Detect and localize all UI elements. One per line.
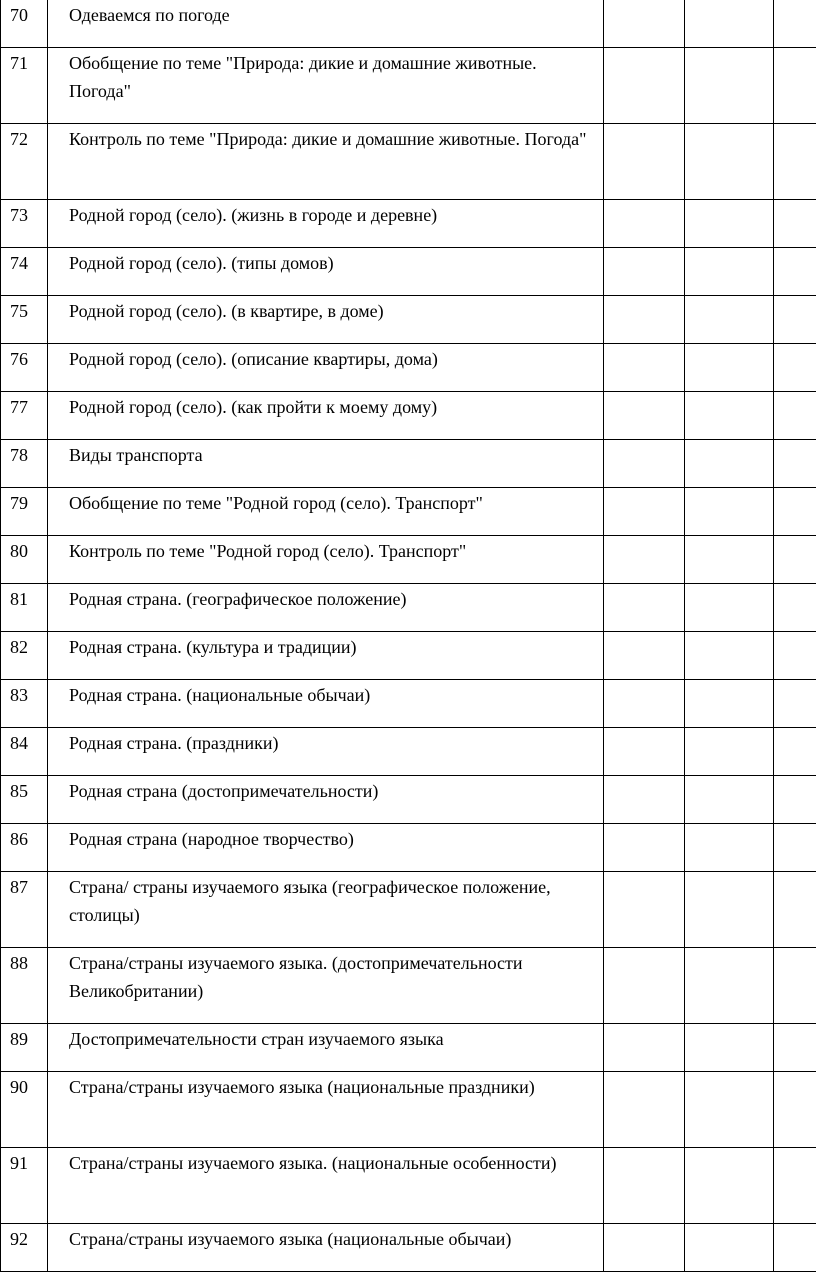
empty-cell <box>685 1072 774 1148</box>
empty-cell <box>685 536 774 584</box>
table-row <box>1 0 816 48</box>
table-row <box>1 536 816 584</box>
lesson-number: 92 <box>1 1224 48 1272</box>
empty-cell <box>685 584 774 632</box>
empty-cell <box>604 1148 685 1224</box>
lesson-number: 89 <box>1 1024 48 1072</box>
empty-cell <box>604 776 685 824</box>
empty-cell <box>604 200 685 248</box>
empty-cell <box>685 728 774 776</box>
lesson-number: 71 <box>1 48 48 124</box>
empty-cell <box>774 1072 816 1148</box>
lesson-number: 76 <box>1 344 48 392</box>
empty-cell <box>774 488 816 536</box>
lesson-topic: Страна/страны изучаемого языка (национальные праздники) <box>48 1072 604 1148</box>
empty-cell <box>604 536 685 584</box>
lesson-number: 84 <box>1 728 48 776</box>
empty-cell <box>604 0 685 48</box>
empty-cell <box>685 824 774 872</box>
lesson-number: 80 <box>1 536 48 584</box>
table-row <box>1 248 816 296</box>
lesson-number: 82 <box>1 632 48 680</box>
empty-cell <box>604 1224 685 1272</box>
empty-cell <box>685 248 774 296</box>
empty-cell <box>774 632 816 680</box>
table-row <box>1 296 816 344</box>
table-row <box>1 392 816 440</box>
empty-cell <box>604 584 685 632</box>
empty-cell <box>604 948 685 1024</box>
lesson-topic: Контроль по теме "Родной город (село). Транспорт" <box>48 536 604 584</box>
lesson-topic: Страна/страны изучаемого языка. (достопримечательности Великобритании) <box>48 948 604 1024</box>
table-row <box>1 948 816 1024</box>
lesson-topic: Обобщение по теме "Природа: дикие и домашние животные. Погода" <box>48 48 604 124</box>
empty-cell <box>685 0 774 48</box>
empty-cell <box>604 632 685 680</box>
empty-cell <box>685 632 774 680</box>
empty-cell <box>685 680 774 728</box>
lesson-topic: Родная страна. (культура и традиции) <box>48 632 604 680</box>
lesson-number: 85 <box>1 776 48 824</box>
empty-cell <box>604 440 685 488</box>
lesson-topic: Родная страна (народное творчество) <box>48 824 604 872</box>
empty-cell <box>774 392 816 440</box>
lesson-topic: Родной город (село). (описание квартиры, дома) <box>48 344 604 392</box>
empty-cell <box>685 776 774 824</box>
empty-cell <box>685 344 774 392</box>
empty-cell <box>774 948 816 1024</box>
empty-cell <box>774 824 816 872</box>
table-row <box>1 48 816 124</box>
lesson-number: 83 <box>1 680 48 728</box>
empty-cell <box>685 48 774 124</box>
lesson-topic: Одеваемся по погоде <box>48 0 604 48</box>
table-row <box>1 872 816 948</box>
empty-cell <box>685 124 774 200</box>
empty-cell <box>685 200 774 248</box>
lesson-number: 74 <box>1 248 48 296</box>
table-row <box>1 680 816 728</box>
empty-cell <box>685 1024 774 1072</box>
lesson-number: 79 <box>1 488 48 536</box>
lesson-number: 70 <box>1 0 48 48</box>
empty-cell <box>604 824 685 872</box>
empty-cell <box>774 344 816 392</box>
empty-cell <box>774 48 816 124</box>
empty-cell <box>774 1224 816 1272</box>
empty-cell <box>685 872 774 948</box>
empty-cell <box>774 680 816 728</box>
empty-cell <box>685 392 774 440</box>
empty-cell <box>774 200 816 248</box>
empty-cell <box>604 392 685 440</box>
lesson-number: 72 <box>1 124 48 200</box>
table-row <box>1 1072 816 1148</box>
empty-cell <box>774 124 816 200</box>
lesson-number: 90 <box>1 1072 48 1148</box>
empty-cell <box>604 488 685 536</box>
lesson-topic: Страна/ страны изучаемого языка (географическое положение, столицы) <box>48 872 604 948</box>
table-row <box>1 776 816 824</box>
empty-cell <box>604 728 685 776</box>
empty-cell <box>685 440 774 488</box>
empty-cell <box>685 1224 774 1272</box>
empty-cell <box>774 584 816 632</box>
lesson-topic: Родная страна. (праздники) <box>48 728 604 776</box>
lesson-number: 75 <box>1 296 48 344</box>
lesson-topic: Родная страна. (национальные обычаи) <box>48 680 604 728</box>
empty-cell <box>774 728 816 776</box>
table-row <box>1 632 816 680</box>
table-row <box>1 728 816 776</box>
empty-cell <box>774 0 816 48</box>
table-row <box>1 488 816 536</box>
lesson-number: 86 <box>1 824 48 872</box>
lesson-topic: Родная страна. (географическое положение) <box>48 584 604 632</box>
lesson-number: 78 <box>1 440 48 488</box>
empty-cell <box>774 1148 816 1224</box>
empty-cell <box>774 248 816 296</box>
lesson-topic: Страна/страны изучаемого языка. (национальные особенности) <box>48 1148 604 1224</box>
lesson-topic: Родной город (село). (жизнь в городе и деревне) <box>48 200 604 248</box>
table-row <box>1 124 816 200</box>
lesson-topic: Контроль по теме "Природа: дикие и домашние животные. Погода" <box>48 124 604 200</box>
empty-cell <box>685 948 774 1024</box>
table-row <box>1 584 816 632</box>
empty-cell <box>774 440 816 488</box>
table-row <box>1 824 816 872</box>
lesson-number: 88 <box>1 948 48 1024</box>
empty-cell <box>774 296 816 344</box>
empty-cell <box>604 1024 685 1072</box>
lesson-topic: Родная страна (достопримечательности) <box>48 776 604 824</box>
empty-cell <box>685 296 774 344</box>
empty-cell <box>604 296 685 344</box>
lesson-number: 73 <box>1 200 48 248</box>
table-row <box>1 1148 816 1224</box>
lesson-topic: Достопримечательности стран изучаемого языка <box>48 1024 604 1072</box>
empty-cell <box>774 776 816 824</box>
lesson-number: 81 <box>1 584 48 632</box>
empty-cell <box>604 872 685 948</box>
empty-cell <box>604 680 685 728</box>
lesson-plan-body <box>1 0 816 1272</box>
table-row <box>1 440 816 488</box>
empty-cell <box>774 536 816 584</box>
empty-cell <box>604 48 685 124</box>
lesson-topic: Обобщение по теме "Родной город (село). Транспорт" <box>48 488 604 536</box>
table-row <box>1 1224 816 1272</box>
empty-cell <box>604 124 685 200</box>
empty-cell <box>685 488 774 536</box>
table-row <box>1 344 816 392</box>
empty-cell <box>604 344 685 392</box>
lesson-number: 87 <box>1 872 48 948</box>
lesson-number: 77 <box>1 392 48 440</box>
lesson-topic: Родной город (село). (в квартире, в доме) <box>48 296 604 344</box>
empty-cell <box>604 248 685 296</box>
empty-cell <box>774 1024 816 1072</box>
lesson-topic: Родной город (село). (типы домов) <box>48 248 604 296</box>
table-row <box>1 1024 816 1072</box>
empty-cell <box>604 1072 685 1148</box>
lesson-number: 91 <box>1 1148 48 1224</box>
empty-cell <box>685 1148 774 1224</box>
lesson-topic: Виды транспорта <box>48 440 604 488</box>
lesson-topic: Страна/страны изучаемого языка (национальные обычаи) <box>48 1224 604 1272</box>
empty-cell <box>774 872 816 948</box>
lesson-topic: Родной город (село). (как пройти к моему дому) <box>48 392 604 440</box>
table-row <box>1 200 816 248</box>
